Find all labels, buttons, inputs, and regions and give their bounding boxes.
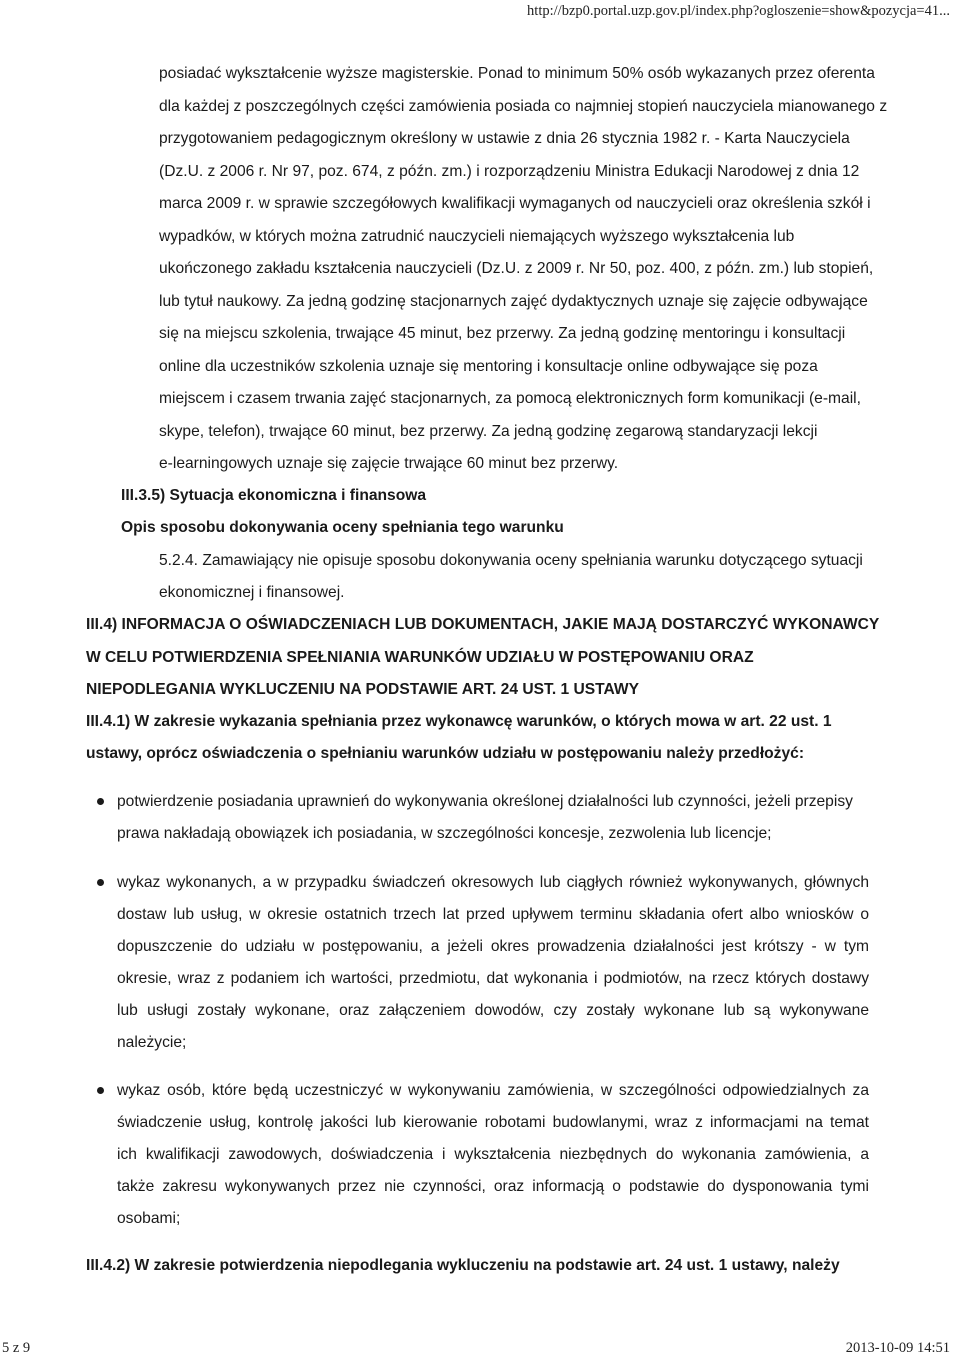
- bullet-item-line: osobami;: [117, 1210, 181, 1227]
- section-subheading: Opis sposobu dokonywania oceny spełniania tego warunku: [121, 519, 564, 536]
- paragraph-line: miejscem i czasem trwania zajęć stacjonarnych, za pomocą elektronicznych form komunikacji (e-mail,: [159, 390, 861, 407]
- paragraph-line: wypadków, w których można zatrudnić nauczycieli niemających wyższego wykształcenia lub: [159, 228, 795, 245]
- bullet-item-line: także zakresu wykonywanych przez nie czynności, oraz informacją o podstawie do dysponowania tymi: [117, 1178, 869, 1195]
- paragraph-line: ekonomicznej i finansowej.: [159, 584, 345, 601]
- paragraph-line: przygotowaniem pedagogicznym określony w ustawie z dnia 26 stycznia 1982 r. - Karta Nauczyciela: [159, 130, 850, 147]
- paragraph-line: lub tytuł naukowy. Za jedną godzinę stacjonarnych zajęć dydaktycznych uznaje się zajęcie odbywające: [159, 293, 868, 310]
- section-heading: W CELU POTWIERDZENIA SPEŁNIANIA WARUNKÓW UDZIAŁU W POSTĘPOWANIU ORAZ: [86, 649, 754, 666]
- paragraph-line: skype, telefon), trwające 60 minut, bez przerwy. Za jedną godzinę zegarową standaryzacji lekcji: [159, 423, 818, 440]
- bullet-item-line: wykaz osób, które będą uczestniczyć w wykonywaniu zamówienia, w szczególności odpowiedzialnych za: [117, 1082, 869, 1099]
- bullet-item-line: potwierdzenie posiadania uprawnień do wykonywania określonej działalności lub czynności, jeżeli przepisy: [117, 793, 853, 810]
- page-number: 5 z 9: [2, 1340, 31, 1356]
- bullet-item-line: ich kwalifikacji zawodowych, doświadczenia i wykształcenia niezbędnych do wykonania zamówienia, a: [117, 1146, 869, 1163]
- subsection-heading: III.4.1) W zakresie wykazania spełniania przez wykonawcę warunków, o których mowa w art. 22 ust. 1: [86, 713, 832, 730]
- paragraph-line: (Dz.U. z 2006 r. Nr 97, poz. 674, z późn. zm.) i rozporządzeniu Ministra Edukacji Narodowej z dnia 12: [159, 163, 860, 180]
- section-heading: NIEPODLEGANIA WYKLUCZENIU NA PODSTAWIE ART. 24 UST. 1 USTAWY: [86, 681, 640, 698]
- bullet-item-line: dopuszczenie do udziału w postępowaniu, a jeżeli okres prowadzenia działalności jest krótszy - w tym: [117, 938, 869, 955]
- subsection-heading: III.4.2) W zakresie potwierdzenia niepodlegania wykluczeniu na podstawie art. 24 ust. 1 ustawy, należy: [86, 1257, 840, 1274]
- subsection-heading: ustawy, oprócz oświadczenia o spełnianiu warunków udziału w postępowaniu należy przedłożyć:: [86, 745, 805, 762]
- bullet-item-line: lub usługi zostały wykonane, oraz załączeniem dowodów, czy zostały wykonane lub są wykonywane: [117, 1002, 869, 1019]
- bullet-item-line: należycie;: [117, 1034, 187, 1051]
- bullet-item-line: świadczenie usług, kontrolę jakości lub kierowanie robotami budowlanymi, wraz z informacjami na temat: [117, 1114, 869, 1131]
- paragraph-line: dla każdej z poszczególnych części zamówienia posiada co najmniej stopień nauczyciela mianowanego z: [159, 98, 888, 115]
- paragraph-line: marca 2009 r. w sprawie szczegółowych kwalifikacji wymaganych od nauczycieli oraz określenia szkół i: [159, 195, 871, 212]
- bullet-icon: [97, 1087, 104, 1094]
- bullet-icon: [97, 879, 104, 886]
- paragraph-line: się na miejscu szkolenia, trwające 45 minut, bez przerwy. Za jedną godzinę mentoringu i konsultacji: [159, 325, 846, 342]
- paragraph-line: online dla uczestników szkolenia uznaje się mentoring i konsultacje online odbywające się poza: [159, 358, 818, 375]
- bullet-item-line: dostaw lub usług, w okresie ostatnich trzech lat przed upływem terminu składania ofert albo wniosków o: [117, 906, 869, 923]
- paragraph-line: 5.2.4. Zamawiający nie opisuje sposobu dokonywania oceny spełniania warunku dotyczącego sytuacji: [159, 552, 863, 569]
- section-heading: III.4) INFORMACJA O OŚWIADCZENIACH LUB DOKUMENTACH, JAKIE MAJĄ DOSTARCZYĆ WYKONAWCY: [86, 616, 880, 633]
- bullet-item-line: okresie, wraz z podaniem ich wartości, przedmiotu, dat wykonania i podmiotów, na rzecz których dostawy: [117, 970, 869, 987]
- bullet-icon: [97, 798, 104, 805]
- paragraph-line: ukończonego zakładu kształcenia nauczycieli (Dz.U. z 2009 r. Nr 50, poz. 400, z późn. zm.) lub stopień,: [159, 260, 874, 277]
- bullet-item-line: prawa nakładają obowiązek ich posiadania, w szczególności koncesje, zezwolenia lub licencje;: [117, 825, 772, 842]
- bullet-item-line: wykaz wykonanych, a w przypadku świadczeń okresowych lub ciągłych również wykonywanych, głównych: [117, 874, 869, 891]
- page-url-header: http://bzp0.portal.uzp.gov.pl/index.php?ogloszenie=show&pozycja=41...: [527, 3, 950, 19]
- paragraph-line: e-learningowych uznaje się zajęcie trwające 60 minut bez przerwy.: [159, 455, 619, 472]
- paragraph-line: posiadać wykształcenie wyższe magisterskie. Ponad to minimum 50% osób wykazanych przez oferenta: [159, 65, 875, 82]
- section-heading: III.3.5) Sytuacja ekonomiczna i finansowa: [121, 487, 427, 504]
- print-datetime: 2013-10-09 14:51: [845, 1340, 950, 1356]
